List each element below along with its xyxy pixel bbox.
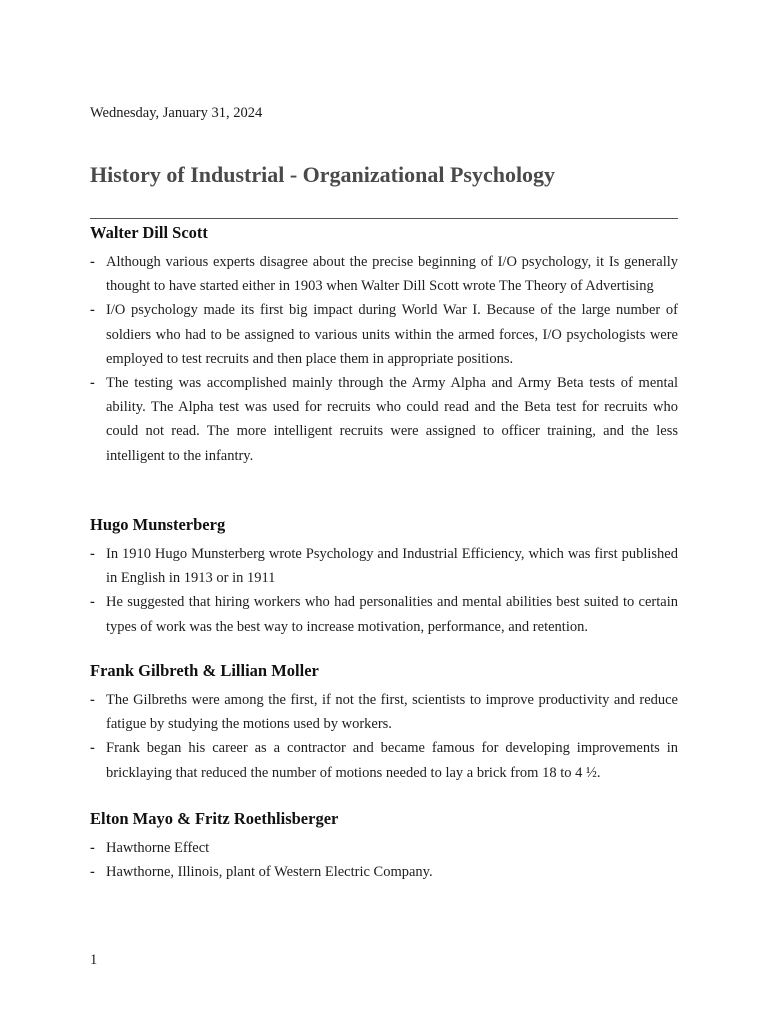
bullet-dash: - bbox=[90, 692, 95, 708]
page-number: 1 bbox=[90, 952, 98, 968]
bullet-text: Hawthorne, Illinois, plant of Western Electric Company. bbox=[106, 864, 433, 881]
bullet-item bbox=[90, 688, 678, 736]
bullet-text: I/O psychology made its first big impact during World War I. Because of the large number of soldiers who had to be assigned to various units within the armed forces, I/O psychologists were employed to test recruits and then place them in appropriate positions. bbox=[106, 302, 678, 367]
bullet-text: Frank began his career as a contractor and became famous for developing improvements in bricklaying that reduced the number of motions needed to lay a brick from 18 to 4 ½. bbox=[106, 740, 678, 781]
bullet-dash: - bbox=[90, 740, 95, 757]
bullet-list bbox=[90, 542, 678, 639]
bullet-dash: - bbox=[90, 594, 95, 611]
bullet-list bbox=[90, 836, 678, 884]
section-heading: Walter Dill Scott bbox=[90, 223, 208, 242]
bullet-text: The testing was accomplished mainly through the Army Alpha and Army Beta tests of mental ability. The Alpha test was used for recruits who could read and the Beta test for recruits who could not read. The more intelligent recruits were assigned to officer training, and the less intelligent to the infantry. bbox=[106, 375, 678, 464]
bullet-dash: - bbox=[90, 302, 95, 319]
section-heading: Frank Gilbreth & Lillian Moller bbox=[90, 661, 319, 680]
section-walter-dill-scott bbox=[90, 222, 678, 468]
bullet-list bbox=[90, 250, 678, 468]
bullet-item bbox=[90, 836, 678, 860]
bullet-text: In 1910 Hugo Munsterberg wrote Psychology and Industrial Efficiency, which was first published in English in 1913 or in 1911 bbox=[106, 546, 678, 587]
bullet-item bbox=[90, 590, 678, 638]
section-heading: Elton Mayo & Fritz Roethlisberger bbox=[90, 809, 339, 828]
section-heading: Hugo Munsterberg bbox=[90, 515, 226, 534]
bullet-item bbox=[90, 371, 678, 468]
bullet-dash: - bbox=[90, 864, 95, 881]
bullet-list bbox=[90, 688, 678, 785]
bullet-item bbox=[90, 736, 678, 784]
section-hugo-munsterberg bbox=[90, 514, 678, 639]
document-title: History of Industrial - Organizational Psychology bbox=[90, 162, 556, 187]
bullet-dash: - bbox=[90, 546, 95, 562]
bullet-item bbox=[90, 298, 678, 371]
bullet-text: He suggested that hiring workers who had personalities and mental abilities best suited to certain types of work was the best way to increase motivation, performance, and retention. bbox=[106, 594, 678, 635]
bullet-text: Hawthorne Effect bbox=[106, 840, 210, 856]
bullet-text: The Gilbreths were among the first, if not the first, scientists to improve productivity and reduce fatigue by studying the motions used by workers. bbox=[106, 692, 678, 733]
section-mayo-roethlisberger bbox=[90, 808, 678, 884]
bullet-text: Although various experts disagree about the precise beginning of I/O psychology, it Is generally thought to have started either in 1903 when Walter Dill Scott wrote The Theory of Advertising bbox=[106, 254, 678, 295]
bullet-item bbox=[90, 860, 678, 884]
bullet-dash: - bbox=[90, 254, 95, 270]
bullet-item bbox=[90, 542, 678, 590]
section-gilbreth-moller bbox=[90, 660, 678, 785]
bullet-dash: - bbox=[90, 840, 95, 856]
bullet-item bbox=[90, 250, 678, 298]
title-divider bbox=[90, 218, 678, 219]
document-date: Wednesday, January 31, 2024 bbox=[90, 105, 263, 121]
bullet-dash: - bbox=[90, 375, 95, 392]
